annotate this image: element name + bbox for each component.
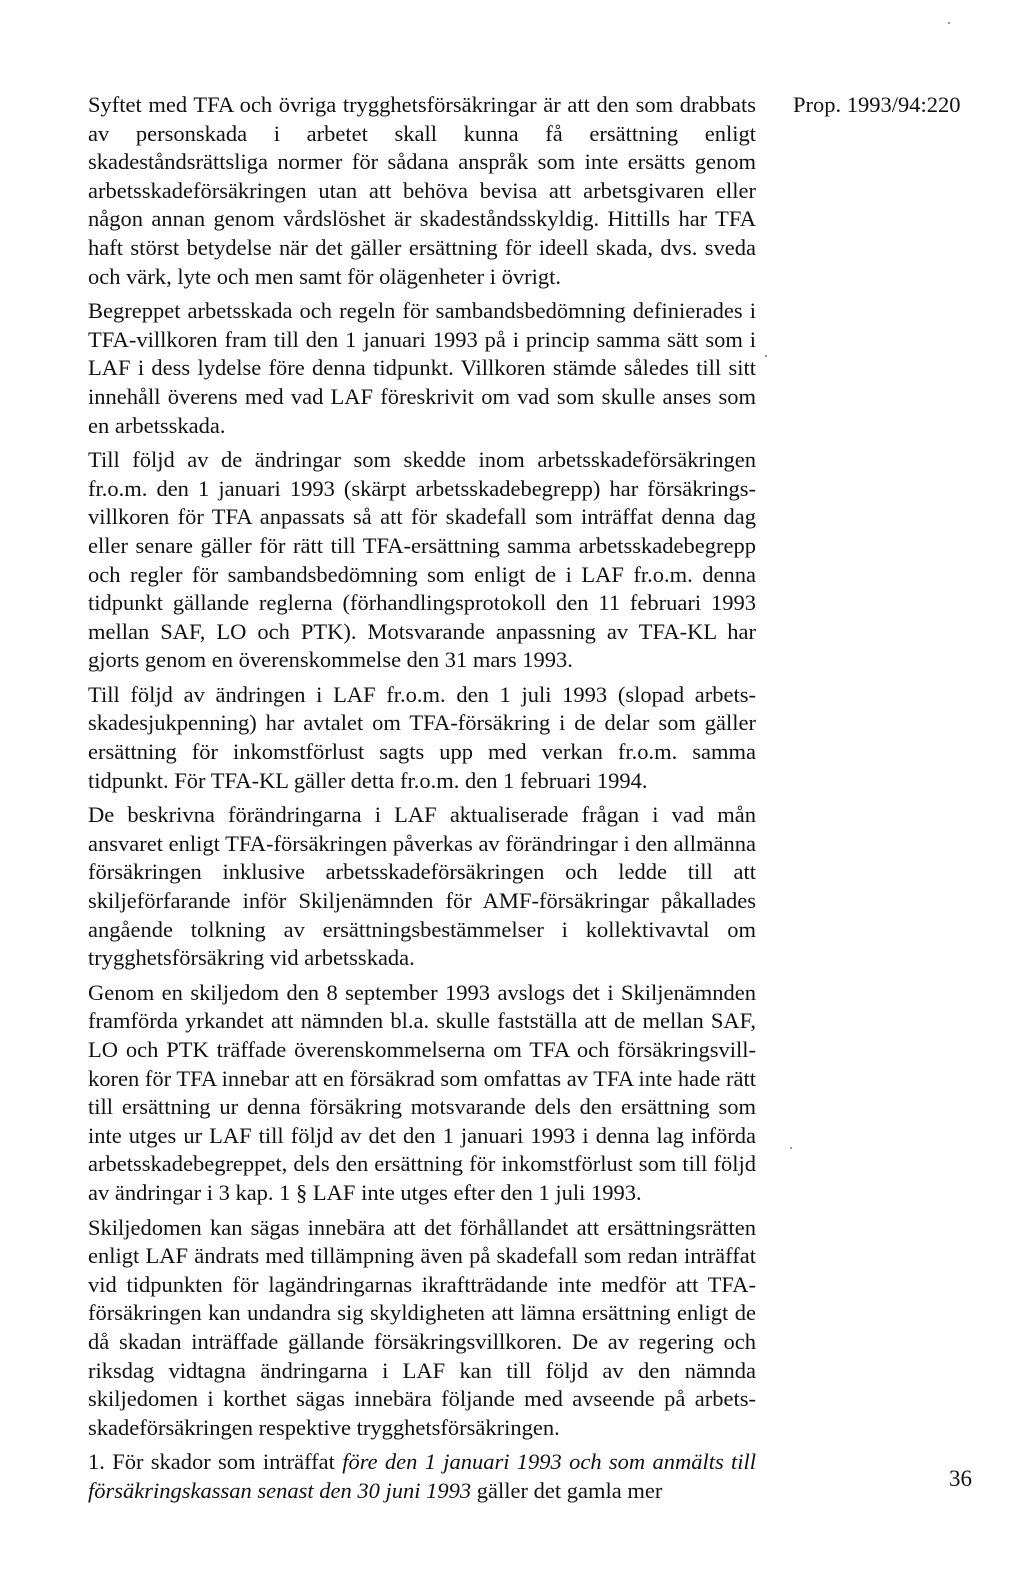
body-text: [88, 91, 756, 1512]
page-number: 36: [949, 1466, 972, 1491]
paragraph-5: De beskrivna förändringarna i LAF aktualiserade frågan i vad mån ansvaret enligt TFA-försäkringen påverkas av förändringar i den allmänna försäkringen inklusive arbetsskadeförsäkringen och ledde till att skiljeförfarande inför Skiljenämnden för AMF-försäkringar påkallades angående tolkning av ersättningsbestämmelser i kollektivavtal om trygghetsförsäkring vid arbetsskada.: [88, 802, 756, 971]
list-item-lead: För skador som inträffat: [112, 1449, 335, 1475]
scan-speck: [948, 22, 950, 24]
paragraph-7: Skiljedomen kan sägas innebära att det förhållandet att ersättningsrätten enligt LAF ändrats med tillämpning även på skadefall som redan inträffat vid tidpunkten för lagändringarnas ikraftträdande inte medför att TFA-försäkringen kan undandra sig skyldigheten att lämna ersättning enligt de då skadan inträffade gällande försäkringsvillkoren. De av regering och riksdag vidtagna ändringarna i LAF kan till följd av den nämnda skiljedomen i korthet sägas innebära följande med avseende på arbets-skadeförsäkringen respektive trygghetsförsäkringen.: [88, 1214, 756, 1440]
list-item-number: 1.: [88, 1449, 105, 1475]
list-item-tail: gäller det gamla mer: [476, 1477, 663, 1503]
scan-speck: [790, 1147, 792, 1149]
list-item-middle: den: [319, 1477, 352, 1503]
list-item-emphasis-2: 30 juni 1993: [357, 1477, 472, 1503]
proposition-reference: Prop. 1993/94:220: [793, 92, 961, 117]
list-item-emphasis-1: före den 1 januari 1993 och som anmälts till försäkringskassan senast: [88, 1449, 757, 1503]
paragraph-4: Till följd av ändringen i LAF fr.o.m. den 1 juli 1993 (slopad arbets-skadesjukpenning) har avtalet om TFA-försäkring i de delar som gäller ersättning för inkomstförlust sagts upp med verkan fr.o.m. samma tidpunkt. För TFA-KL gäller detta fr.o.m. den 1 februari 1994.: [88, 681, 756, 793]
scan-speck: [765, 355, 767, 357]
list-item-1: [88, 1448, 756, 1505]
paragraph-1: Syftet med TFA och övriga trygghetsförsäkringar är att den som drabbats av personskada i arbetet skall kunna få ersättning enligt skadeståndsrättsliga normer för sådana anspråk som inte ersätts genom arbetsskadeförsäkringen utan att behöva bevisa att arbetsgivaren eller någon annan genom vårdslöshet är skadeståndsskyldig. Hittills har TFA haft störst betydelse när det gäller ersättning för ideell skada, dvs. sveda och värk, lyte och men samt för olägenheter i övrigt.: [88, 92, 756, 289]
paragraph-2: Begreppet arbetsskada och regeln för sambandsbedömning definierades i TFA-villkoren fram till den 1 januari 1993 på i princip samma sätt som i LAF i dess lydelse före denna tidpunkt. Villkoren stämde således till sitt innehåll överens med vad LAF föreskrivit om vad som skulle anses som en arbetsskada.: [88, 298, 756, 438]
paragraph-6: Genom en skiljedom den 8 september 1993 avslogs det i Skiljenämnden framförda yrkandet att nämnden bl.a. skulle fastställa att de mellan SAF, LO och PTK träffade överenskommelserna om TFA och försäkringsvill-koren för TFA innebar att en försäkrad som omfattas av TFA inte hade rätt till ersättning ur denna försäkring motsvarande dels den ersättning som inte utges ur LAF till följd av det den 1 januari 1993 i denna lag införda arbetsskadebegreppet, dels den ersättning för inkomstförlust som till följd av ändringar i 3 kap. 1 § LAF inte utges efter den 1 juli 1993.: [88, 979, 756, 1205]
paragraph-3: Till följd av de ändringar som skedde inom arbetsskadeförsäkringen fr.o.m. den 1 januari 1993 (skärpt arbetsskadebegrepp) har försäkrings-villkoren för TFA anpassats så att för skadefall som inträffat denna dag eller senare gäller för rätt till TFA-ersättning samma arbetsskadebegrepp och regler för sambandsbedömning som enligt de i LAF fr.o.m. denna tidpunkt gällande reglerna (förhandlingsprotokoll den 11 februari 1993 mellan SAF, LO och PTK). Motsvarande anpassning av TFA-KL har gjorts genom en överenskommelse den 31 mars 1993.: [88, 447, 756, 673]
